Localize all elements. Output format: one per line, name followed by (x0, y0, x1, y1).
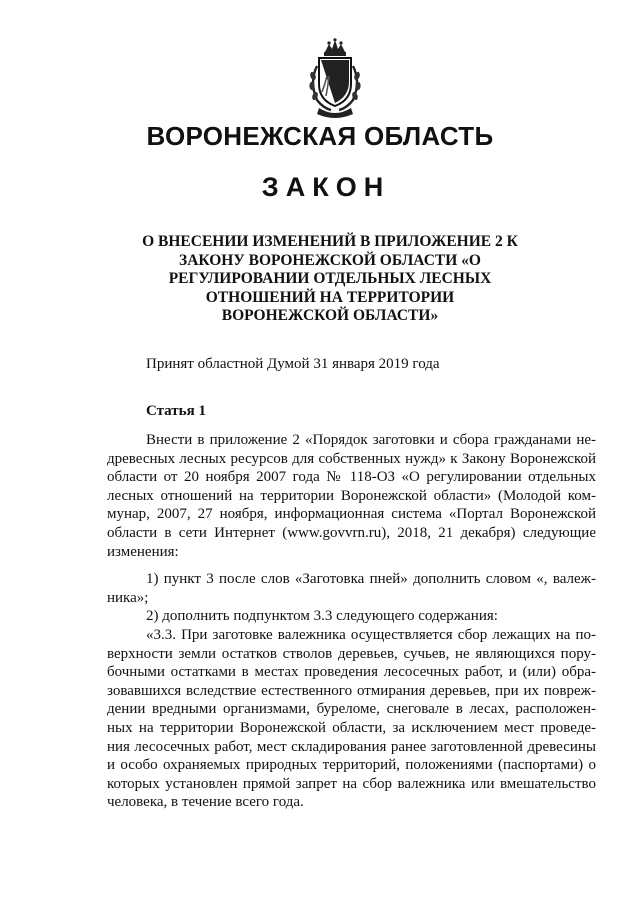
text-line: человека, в течение всего года. (107, 794, 304, 811)
coat-of-arms-emblem (303, 38, 367, 120)
text-line: которых установлен прямой запрет на сбор валежника или вмешательство (107, 775, 596, 792)
text-line: области от 20 ноября 2007 года № 118-ОЗ «О регулировании отдельных (107, 469, 596, 486)
amendment-item-2 (107, 607, 596, 626)
law-title-line: РЕГУЛИРОВАНИИ ОТДЕЛЬНЫХ ЛЕСНЫХ (168, 270, 492, 288)
text-line: лесных отношений на территории Воронежской области» (Молодой ком- (107, 487, 596, 504)
text-line: изменения: (107, 543, 179, 560)
law-title-line: ОТНОШЕНИЙ НА ТЕРРИТОРИИ (205, 288, 455, 306)
text-line: зовавшихся вследствие естественного отмирания деревьев, при их повреж- (107, 682, 596, 699)
voronezh-coat-of-arms-icon (303, 38, 367, 120)
text-line: 1) пункт 3 после слов «Заготовка пней» дополнить словом «, валеж- (146, 571, 596, 587)
text-line: «3.3. При заготовке валежника осуществляется сбор лежащих на по- (146, 627, 596, 643)
law-title-line: ЗАКОНУ ВОРОНЕЖСКОЙ ОБЛАСТИ «О (179, 251, 481, 269)
amendment-item-1 (107, 570, 596, 607)
document-type: ЗАКОН (261, 172, 391, 202)
text-line: 2) дополнить подпунктом 3.3 следующего содержания: (146, 608, 498, 624)
text-line: дении вредными организмами, буреломе, снеговале в лесах, расположен- (107, 701, 596, 718)
law-title-line: ВОРОНЕЖСКОЙ ОБЛАСТИ» (221, 307, 439, 325)
text-line: ных на территории Воронежской области, за исключением мест проведе- (107, 719, 596, 736)
text-line: мунар, 2007, 27 ноября, информационная система «Портал Воронежской (107, 506, 596, 523)
article-intro-paragraph (107, 431, 596, 561)
region-title: ВОРОНЕЖСКАЯ ОБЛАСТЬ (146, 121, 494, 151)
law-title (120, 233, 540, 326)
text-line: бочными остатками в местах проведения лесосечных работ, и (или) обра- (107, 664, 596, 681)
text-line: ния лесосечных работ, мест складирования ранее заготовленной древесины (107, 738, 596, 755)
subclause-3-3-text (107, 626, 596, 812)
text-line: и особо охраняемых природных территорий, положениями (паспортами) о (107, 757, 596, 774)
text-line: древесных лесных ресурсов для собственных нужд» к Закону Воронежской (107, 450, 596, 467)
text-line: ника»; (107, 589, 149, 606)
text-line: верхности земли остатков стволов деревьев, сучьев, не являющихся пору- (107, 645, 596, 662)
text-line: области в сети Интернет (www.govvrn.ru), 2018, 21 декабря) следующие (107, 524, 596, 541)
adoption-date: Принят областной Думой 31 января 2019 года (146, 356, 440, 372)
text-line: Внести в приложение 2 «Порядок заготовки и сбора гражданами не- (146, 432, 596, 448)
law-title-line: О ВНЕСЕНИИ ИЗМЕНЕНИЙ В ПРИЛОЖЕНИЕ 2 К (142, 233, 518, 250)
article-heading: Статья 1 (146, 403, 206, 419)
